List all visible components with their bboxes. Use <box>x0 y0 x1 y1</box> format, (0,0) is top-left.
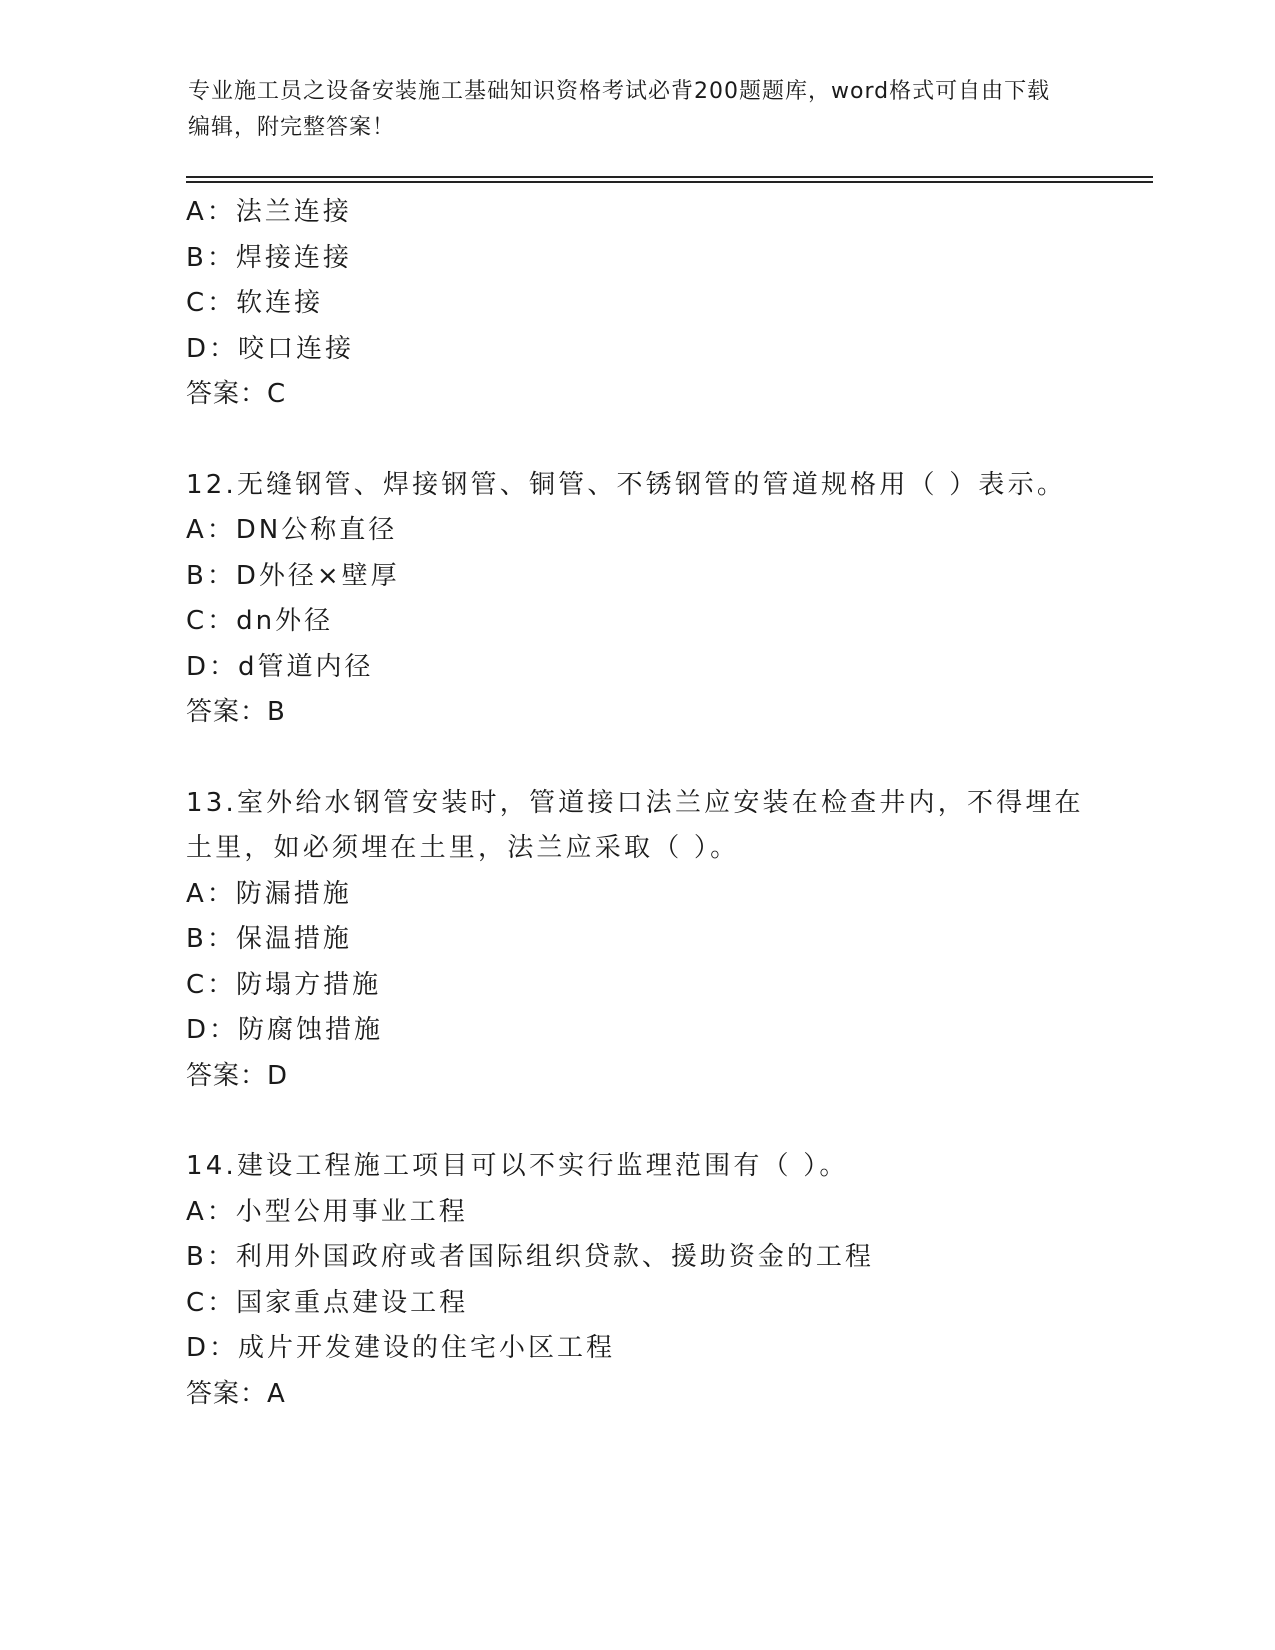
q12-option-d: D：d管道内径 <box>186 651 374 682</box>
q13-option-d: D：防腐蚀措施 <box>186 1015 384 1045</box>
header-rule-top <box>186 176 1153 178</box>
q14-answer: 答案：A <box>186 1378 286 1409</box>
spacer <box>186 1099 1106 1144</box>
q13-option-a: A：防漏措施 <box>186 878 352 909</box>
q14-option-b: B：利用外国政府或者国际组织贷款、援助资金的工程 <box>186 1242 874 1272</box>
header-rule-bottom <box>186 181 1153 183</box>
q12-option-a: A：DN公称直径 <box>186 515 398 545</box>
question-11 <box>186 190 1106 418</box>
question-14 <box>186 1144 1106 1417</box>
question-13 <box>186 781 1106 1100</box>
q11-option-a: A：法兰连接 <box>186 197 352 227</box>
q12-stem: 12.无缝钢管、焊接钢管、铜管、不锈钢管的管道规格用（ ）表示。 <box>186 469 1067 500</box>
q14-option-a: A：小型公用事业工程 <box>186 1196 468 1227</box>
q14-option-c: C：国家重点建设工程 <box>186 1287 469 1318</box>
q12-answer: 答案：B <box>186 697 286 727</box>
q13-stem: 13.室外给水钢管安装时，管道接口法兰应安装在检查井内，不得埋在土里，如必须埋在土里，法兰应采取（ ）。 <box>186 787 1084 863</box>
q11-option-c: C：软连接 <box>186 288 324 318</box>
question-list <box>186 190 1106 1417</box>
q14-option-d: D：成片开发建设的住宅小区工程 <box>186 1333 616 1363</box>
document-header: 专业施工员之设备安装施工基础知识资格考试必背200题题库，word格式可自由下载编辑，附完整答案！ <box>188 79 1051 140</box>
q12-option-b: B：D外径×壁厚 <box>186 560 400 591</box>
q11-option-b: B：焊接连接 <box>186 242 352 273</box>
q11-option-d: D：咬口连接 <box>186 333 355 364</box>
spacer <box>186 418 1106 463</box>
q14-stem: 14.建设工程施工项目可以不实行监理范围有（ ）。 <box>186 1151 849 1181</box>
q12-option-c: C：dn外径 <box>186 606 334 636</box>
spacer <box>186 736 1106 781</box>
q13-option-c: C：防塌方措施 <box>186 969 382 1000</box>
q11-answer: 答案：C <box>186 379 287 409</box>
q13-answer: 答案：D <box>186 1060 289 1091</box>
q13-option-b: B：保温措施 <box>186 924 352 954</box>
question-12 <box>186 463 1106 736</box>
